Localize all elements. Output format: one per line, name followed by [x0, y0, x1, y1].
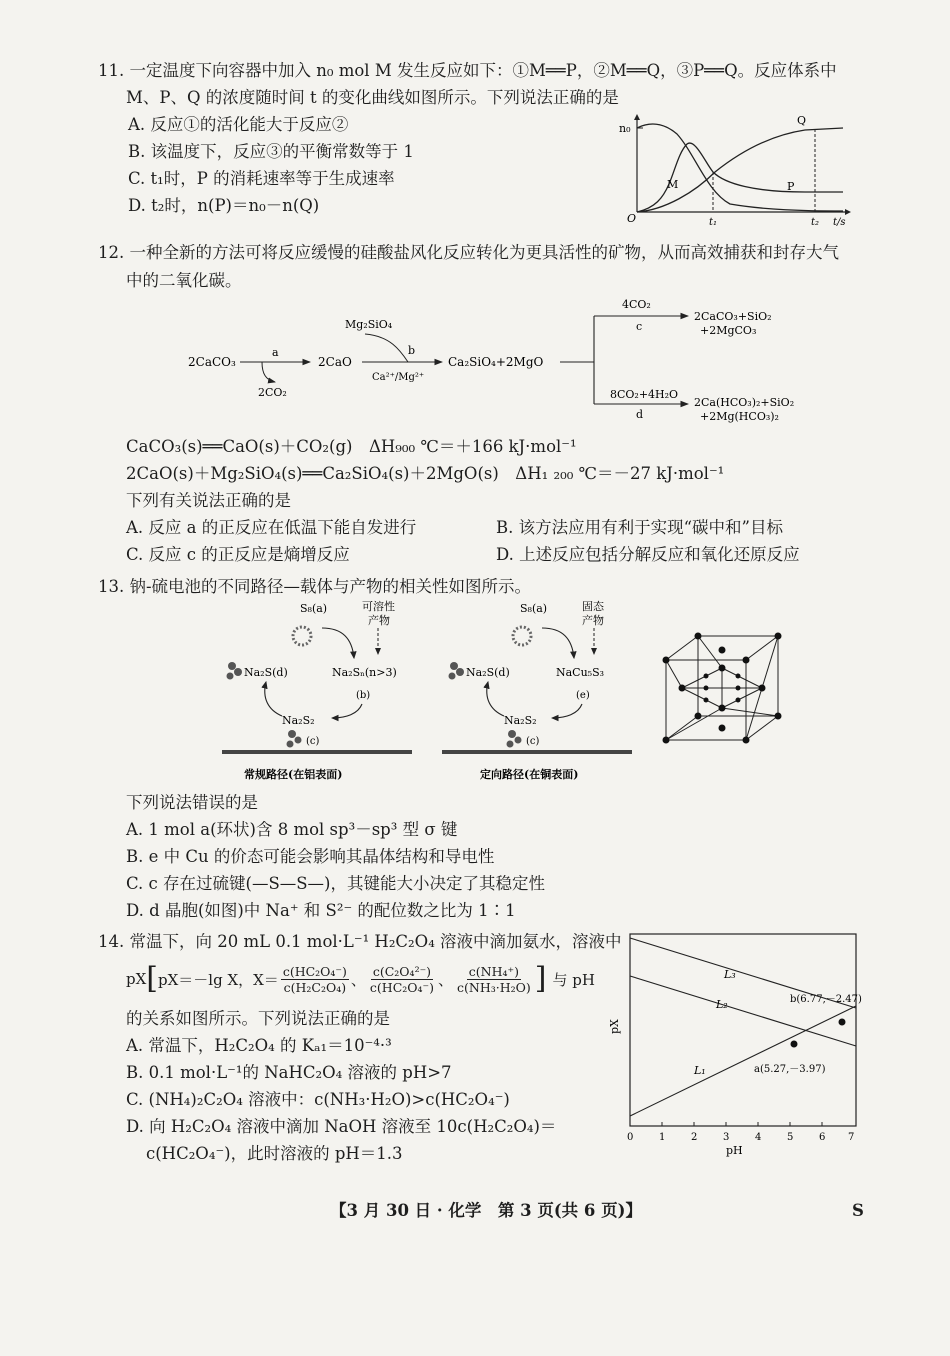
q13-left-caption: 常规路径(在铝表面): [244, 768, 343, 781]
q14-x-tick-0: 0: [627, 1132, 634, 1143]
q12-label-a: a: [272, 346, 279, 359]
q11-curve-q: [637, 128, 843, 212]
q13-stem: 13. 钠-硫电池的不同路径—载体与产物的相关性如图所示。: [98, 577, 532, 596]
q14-option-d-line2: c(HC₂O₄⁻)，此时溶液的 pH＝1.3: [146, 1144, 403, 1163]
q14-px-definition: pX [ pX＝－lg X，X＝ c(HC₂O₄⁻) c(H₂C₂O₄) 、 c(C₂O₄²⁻) c(HC₂O₄⁻) 、 c(NH₄⁺) c(NH₃·H₂O) ] 与 pH: [126, 961, 595, 996]
q14-label-l1: L₁: [694, 1064, 706, 1077]
q11-label-t2: t₂: [811, 217, 820, 227]
q11-option-c: C. t₁时，P 的消耗速率等于生成速率: [128, 169, 395, 188]
q11-label-ts: t/s: [833, 217, 846, 227]
q13-solid-product-label: 产物: [582, 614, 604, 627]
q13-right-caption: 定向路径(在铜表面): [480, 768, 579, 781]
q11-option-b: B. 该温度下，反应③的平衡常数等于 1: [128, 142, 414, 161]
q14-px-def-text: pX＝－lg X，X＝: [158, 970, 279, 989]
q13-label-c-right: (c): [526, 736, 540, 747]
q13-label-e: (e): [576, 690, 590, 701]
q12-c-product1: 2CaCO₃+SiO₂: [694, 310, 772, 323]
q12-catalyst: Ca²⁺/Mg²⁺: [372, 372, 425, 383]
q12-stem-line2: 中的二氧化碳。: [126, 271, 242, 290]
q11-label-p: P: [787, 180, 795, 193]
q13-soluble-product-label: 产物: [368, 614, 390, 627]
q14-point-b: [839, 1019, 846, 1026]
q14-label-l3: L₃: [724, 968, 736, 981]
q14-fraction-1: c(HC₂O₄⁻) c(H₂C₂O₄): [282, 963, 347, 995]
q11-concentration-chart: [615, 112, 855, 227]
q12-caco3: 2CaCO₃: [188, 355, 236, 369]
q14-line-l2: [630, 976, 856, 1046]
q14-label-point-b: b(6.77,－2.47): [790, 994, 862, 1005]
q14-option-d-line1: D. 向 H₂C₂O₄ 溶液中滴加 NaOH 溶液至 10c(H₂C₂O₄)＝: [126, 1117, 557, 1136]
q13-solid-label: 固态: [582, 600, 604, 613]
q11-stem-line2: M、P、Q 的浓度随时间 t 的变化曲线如图所示。下列说法正确的是: [126, 88, 619, 107]
q13-sodium-sulfur-diagram: [222, 598, 642, 786]
q11-label-t1: t₁: [709, 217, 718, 227]
q13-nacu5s3: NaCu₅S₃: [556, 666, 605, 679]
q14-line-l1: [630, 1006, 856, 1116]
footer-code: S: [852, 1201, 864, 1220]
q14-option-a: A. 常温下，H₂C₂O₄ 的 Kₐ₁＝10⁻⁴·³: [126, 1036, 392, 1055]
q13-label-b: (b): [356, 690, 371, 701]
q14-point-a: [791, 1041, 798, 1048]
q11-stem-line1: 11. 一定温度下向容器中加入 n₀ mol M 发生反应如下：①M══P，②M══Q，③P══Q。反应体系中: [98, 61, 837, 80]
q13-na2sn: Na₂Sₙ(n>3): [332, 666, 397, 679]
q12-equation2: 2CaO(s)＋Mg₂SiO₄(s)══Ca₂SiO₄(s)＋2MgO(s) ΔH₁ ₂₀₀ ℃＝－27 kJ·mol⁻¹: [126, 464, 725, 483]
q12-label-d: d: [636, 408, 644, 421]
q13-option-c: C. c 存在过硫键(—S—S—)，其键能大小决定了其稳定性: [126, 874, 545, 893]
q14-fraction-3: c(NH₄⁺) c(NH₃·H₂O): [457, 963, 531, 995]
q14-stem-line3: 的关系如图所示。下列说法正确的是: [126, 1009, 390, 1028]
q14-label-point-a: a(5.27,－3.97): [754, 1064, 826, 1075]
q14-x-tick-6: 6: [819, 1132, 826, 1143]
q14-px-symbol: pX: [126, 970, 147, 988]
q12-mg2sio4: Mg₂SiO₄: [345, 318, 393, 331]
q13-na2s2-left: Na₂S₂: [282, 714, 315, 727]
q12-question: 下列有关说法正确的是: [126, 491, 291, 510]
q13-s8-right: S₈(a): [520, 602, 548, 615]
footer-page-label: 【3 月 30 日 · 化学 第 3 页(共 6 页)】: [330, 1201, 642, 1220]
q12-d-product2: +2Mg(HCO₃)₂: [700, 410, 779, 423]
q12-c-product2: +2MgCO₃: [700, 324, 757, 337]
q11-option-d: D. t₂时，n(P)＝n₀－n(Q): [128, 196, 320, 215]
q14-label-l2: L₂: [716, 998, 728, 1011]
q13-option-b: B. e 中 Cu 的价态可能会影响其晶体结构和导电性: [126, 847, 495, 866]
q14-px-ph-chart: [606, 926, 864, 1158]
q14-plot-frame: [630, 934, 856, 1126]
q13-s8-ring-right: [513, 627, 531, 645]
q12-equation1: CaCO₃(s)══CaO(s)＋CO₂(g) ΔH₉₀₀ ℃＝＋166 kJ·mol⁻¹: [126, 437, 577, 456]
q14-y-label: pX: [608, 1019, 621, 1034]
q11-label-m: M: [667, 178, 679, 191]
q14-x-tick-1: 1: [659, 1132, 666, 1143]
q11-label-q: Q: [797, 114, 807, 127]
q13-option-a: A. 1 mol a(环状)含 8 mol sp³－sp³ 型 σ 键: [126, 820, 458, 839]
q11-label-origin: O: [627, 212, 637, 225]
q13-copper-surface: [442, 750, 632, 754]
q14-x-tick-3: 3: [723, 1132, 730, 1143]
q11-option-a: A. 反应①的活化能大于反应②: [128, 115, 349, 134]
q13-na2s-right: Na₂S(d): [466, 666, 510, 679]
q13-question: 下列说法错误的是: [126, 793, 258, 812]
q13-option-d: D. d 晶胞(如图)中 Na⁺ 和 S²⁻ 的配位数之比为 1∶1: [126, 901, 516, 920]
q14-stem-line1: 14. 常温下，向 20 mL 0.1 mol·L⁻¹ H₂C₂O₄ 溶液中滴加氨水，溶液中: [98, 932, 622, 951]
q11-curve-m: [637, 124, 843, 211]
q12-cao: 2CaO: [318, 355, 352, 369]
q12-d-product1: 2Ca(HCO₃)₂+SiO₂: [694, 396, 795, 409]
q13-s8-left: S₈(a): [300, 602, 328, 615]
q14-x-label: pH: [726, 1144, 743, 1157]
q12-option-a: A. 反应 a 的正反应在低温下能自发进行: [126, 518, 417, 537]
q14-option-b: B. 0.1 mol·L⁻¹的 NaHC₂O₄ 溶液的 pH>7: [126, 1063, 452, 1082]
q14-x-tick-7: 7: [848, 1132, 855, 1143]
q12-d-reagent: 8CO₂+4H₂O: [610, 388, 679, 401]
q13-aluminum-surface: [222, 750, 412, 754]
q14-fraction-2: c(C₂O₄²⁻) c(HC₂O₄⁻): [369, 963, 435, 995]
q14-option-c: C. (NH₄)₂C₂O₄ 溶液中：c(NH₃·H₂O)>c(HC₂O₄⁻): [126, 1090, 510, 1109]
q14-x-tick-4: 4: [755, 1132, 762, 1143]
q12-option-b: B. 该方法应用有利于实现“碳中和”目标: [496, 518, 783, 537]
q12-label-c: c: [636, 320, 643, 333]
q12-option-d: D. 上述反应包括分解反应和氧化还原反应: [496, 545, 800, 564]
q12-stem-line1: 12. 一种全新的方法可将反应缓慢的硅酸盐风化反应转化为更具活性的矿物，从而高效捕获和封存大气: [98, 243, 839, 262]
q12-co2: 2CO₂: [258, 386, 287, 399]
q12-c-reagent: 4CO₂: [622, 298, 651, 311]
q12-reaction-scheme: [180, 292, 800, 424]
q13-na2s-left: Na₂S(d): [244, 666, 288, 679]
q13-s8-ring-left: [293, 627, 311, 645]
q13-crystal-cell: [658, 630, 788, 748]
q11-label-n0: n₀: [619, 122, 631, 135]
q14-x-tick-2: 2: [691, 1132, 698, 1143]
q14-x-tick-5: 5: [787, 1132, 794, 1143]
q12-mid-product: Ca₂SiO₄+2MgO: [448, 355, 544, 369]
q12-option-c: C. 反应 c 的正反应是熵增反应: [126, 545, 350, 564]
q13-soluble-label: 可溶性: [362, 600, 395, 613]
q13-na2s2-right: Na₂S₂: [504, 714, 537, 727]
q14-x-ticks: [627, 1132, 854, 1143]
q14-with-ph: 与 pH: [552, 970, 595, 989]
q13-label-c-left: (c): [306, 736, 320, 747]
q12-label-b: b: [408, 344, 416, 357]
